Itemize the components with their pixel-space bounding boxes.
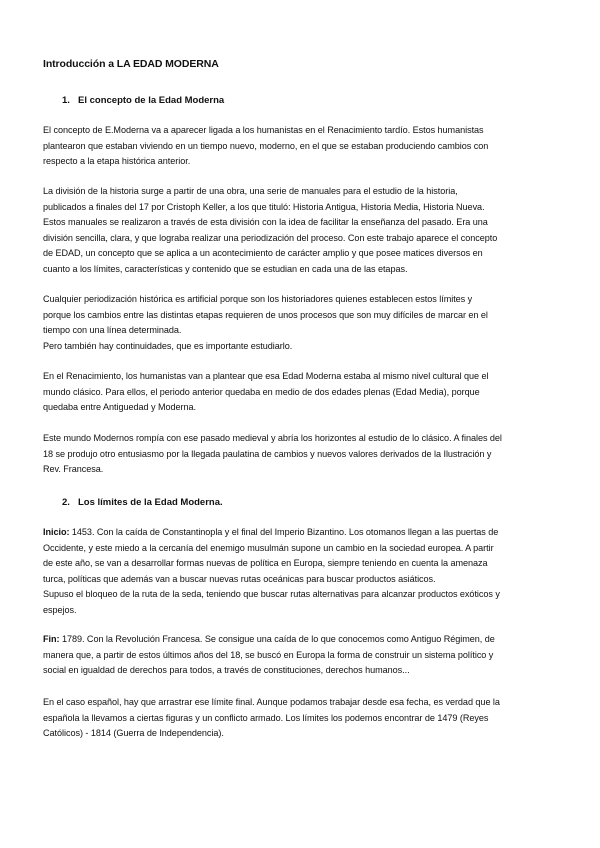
text-line: Supuso el bloqueo de la ruta de la seda, teniendo que buscar rutas alternativas para alcanzar productos exóticos y bbox=[43, 589, 500, 599]
text-line: quedaba entre Antiguedad y Moderna. bbox=[43, 402, 196, 412]
text-line: Pero también hay continuidades, que es importante estudiarlo. bbox=[43, 340, 293, 351]
paragraph-history-division bbox=[43, 184, 563, 277]
text-line: cuanto a los límites, características y contenido que se estudian en cada una de las etapas. bbox=[43, 263, 408, 274]
paragraph-renaissance bbox=[43, 369, 563, 416]
text-line bbox=[43, 525, 563, 541]
section-heading-1 bbox=[62, 95, 224, 106]
paragraph-concept-origin bbox=[43, 123, 563, 170]
text-line: de EDAD, un concepto que se aplica a un acontecimiento de carácter amplio y que posee matices diversos en bbox=[43, 248, 483, 258]
text-span: 1789. Con la Revolución Francesa. Se consigue una caída de lo que conocemos como Antiguo Régimen, de bbox=[59, 634, 495, 644]
text-line: En el Renacimiento, los humanistas van a plantear que esa Edad Moderna estaba al mismo nivel cultural que el bbox=[43, 371, 489, 381]
text-line: Católicos) - 1814 (Guerra de Independencia). bbox=[43, 728, 224, 738]
paragraph-spanish-case bbox=[43, 695, 563, 742]
text-line: tiempo con una línea determinada. bbox=[43, 325, 182, 335]
text-line: Rev. Francesa. bbox=[43, 464, 104, 474]
text-line: porque los cambios entre las distintas etapas requieren de unos procesos que son muy difíciles de marcar en el bbox=[43, 309, 488, 320]
text-line: Estos manuales se realizaron a través de esta división con la idea de facilitar la enseñanza del pasado. Era una bbox=[43, 217, 488, 227]
text-line: división sencilla, clara, y que lograba realizar una periodización del proceso. Con este trabajo aparece el concepto bbox=[43, 232, 498, 243]
section-title: El concepto de la Edad Moderna bbox=[78, 95, 225, 106]
text-line: El concepto de E.Moderna va a aparecer ligada a los humanistas en el Renacimiento tardío. Estos humanistas bbox=[43, 125, 484, 135]
paragraph-end-limit bbox=[43, 632, 563, 679]
section-heading-2 bbox=[62, 497, 223, 508]
text-line: plantearon que estaban viviendo en un tiempo nuevo, moderno, en el que se estaban produciendo cambios con bbox=[43, 140, 489, 151]
text-line: En el caso español, hay que arrastrar ese límite final. Aunque podamos trabajar desde esa fecha, es verdad que la bbox=[43, 697, 500, 707]
text-line: espejos. bbox=[43, 604, 77, 615]
text-line: Occidente, y este miedo a la cercanía del enemigo musulmán supone un cambio en la sociedad europea. A partir bbox=[43, 542, 494, 553]
inicio-label: Inicio: bbox=[43, 527, 70, 537]
paragraph-periodization bbox=[43, 292, 563, 354]
section-title: Los límites de la Edad Moderna. bbox=[78, 497, 223, 508]
text-line: mundo clásico. Para ellos, el periodo anterior quedaba en medio de dos edades plenas (Edad Media), porque bbox=[43, 386, 480, 397]
paragraph-modern-world bbox=[43, 431, 563, 478]
document-title: Introducción a LA EDAD MODERNA bbox=[43, 58, 219, 70]
text-line: manera que, a partir de estos últimos años del 18, se buscó en Europa la forma de construir un sistema político y bbox=[43, 649, 494, 660]
paragraph-start-limit bbox=[43, 525, 563, 618]
text-line: Este mundo Modernos rompía con ese pasado medieval y abría los horizontes al estudio de lo clásico. A finales del bbox=[43, 433, 502, 443]
text-line: española la llevamos a ciertas figuras y un conflicto armado. Los límites los podemos encontrar de 1479 (Reyes bbox=[43, 712, 489, 723]
text-line: publicados a finales del 17 por Cristoph Keller, a los que tituló: Historia Antigua, Historia Media, Historia Nueva. bbox=[43, 201, 485, 212]
text-line: respecto a la etapa histórica anterior. bbox=[43, 156, 191, 166]
text-line: 18 se produjo otro entusiasmo por la llegada paulatina de cambios y nuevos valores derivados de la Ilustración y bbox=[43, 448, 492, 459]
text-line: social en igualdad de derechos para todos, a través de constituciones, derechos humanos... bbox=[43, 665, 410, 675]
text-line: Cualquier periodización histórica es artificial porque son los historiadores quienes establecen estos límites y bbox=[43, 294, 473, 304]
fin-label: Fin: bbox=[43, 634, 60, 644]
text-line bbox=[43, 632, 563, 648]
text-line: turca, políticas que además van a buscar nuevas rutas oceánicas para buscar productos asiáticos. bbox=[43, 573, 436, 584]
text-span: 1453. Con la caída de Constantinopla y el final del Imperio Bizantino. Los otomanos llegan a las puertas de bbox=[69, 527, 499, 537]
text-line: La división de la historia surge a partir de una obra, una serie de manuales para el estudio de la historia, bbox=[43, 186, 458, 196]
section-number: 2. bbox=[62, 497, 70, 508]
section-number: 1. bbox=[62, 95, 70, 106]
text-line: de este año, se van a desarrollar formas nuevas de política en Europa, siempre teniendo en cuenta la amenaza bbox=[43, 558, 488, 568]
